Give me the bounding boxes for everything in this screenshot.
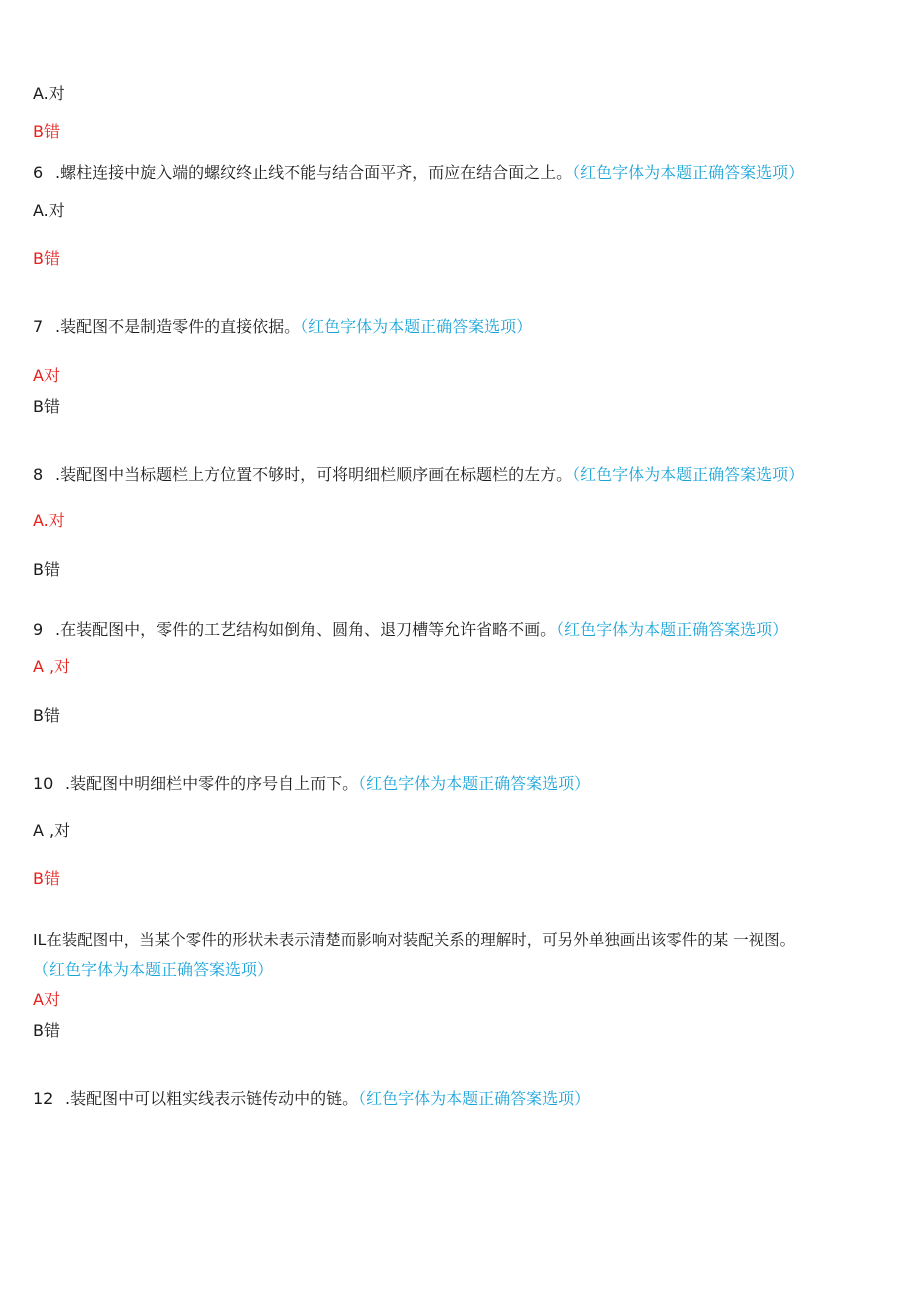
- q10-option-a: A ,对: [33, 821, 71, 840]
- q11-option-b: B错: [33, 1021, 60, 1040]
- q10-question: [33, 774, 590, 794]
- q7-question: [33, 317, 532, 337]
- q7-option-b: B错: [33, 397, 60, 416]
- q8-number: 8: [33, 465, 44, 484]
- q12-question: [33, 1089, 590, 1109]
- q10-option-b: B错: [33, 869, 60, 888]
- q6-text: .螺柱连接中旋入端的螺纹终止线不能与结合面平齐，而应在结合面之上。: [55, 163, 573, 182]
- q7-hint: （红色字体为本题正确答案选项）: [300, 317, 533, 336]
- q7-text: .装配图不是制造零件的直接依据。: [55, 317, 301, 336]
- q11-question: IL在装配图中，当某个零件的形状未表示清楚而影响对装配关系的理解时，可另外单独画出该零件的某 一视图。: [33, 931, 796, 949]
- q10-hint: （红色字体为本题正确答案选项）: [358, 774, 591, 793]
- q8-text: .装配图中当标题栏上方位置不够时，可将明细栏顺序画在标题栏的左方。: [55, 465, 573, 484]
- q12-text: .装配图中可以粗实线表示链传动中的链。: [65, 1089, 359, 1108]
- q10-text: .装配图中明细栏中零件的序号自上而下。: [65, 774, 359, 793]
- q9-text: .在装配图中，零件的工艺结构如倒角、圆角、退刀槽等允许省略不画。: [55, 620, 557, 639]
- q12-hint: （红色字体为本题正确答案选项）: [358, 1089, 591, 1108]
- q8-hint: （红色字体为本题正确答案选项）: [572, 465, 805, 484]
- q6-option-b: B错: [33, 249, 60, 268]
- q6-hint: （红色字体为本题正确答案选项）: [572, 163, 805, 182]
- q5-option-b: B错: [33, 122, 60, 141]
- q9-option-b: B错: [33, 706, 60, 725]
- q6-number: 6: [33, 163, 44, 182]
- q11-hint: （红色字体为本题正确答案选项）: [33, 960, 274, 979]
- q8-question: [33, 465, 804, 485]
- q6-option-a: A.对: [33, 201, 65, 220]
- q10-number: 10: [33, 774, 54, 793]
- q11-option-a: A对: [33, 990, 60, 1009]
- q6-question: [33, 163, 804, 183]
- q9-hint: （红色字体为本题正确答案选项）: [556, 620, 789, 639]
- q9-number: 9: [33, 620, 44, 639]
- q8-option-a: A.对: [33, 511, 65, 530]
- q7-option-a: A对: [33, 366, 60, 385]
- q8-option-b: B错: [33, 560, 60, 579]
- q9-option-a: A ,对: [33, 657, 71, 676]
- q7-number: 7: [33, 317, 44, 336]
- q12-number: 12: [33, 1089, 54, 1108]
- q9-question: [33, 620, 788, 640]
- q5-option-a: A.对: [33, 84, 65, 103]
